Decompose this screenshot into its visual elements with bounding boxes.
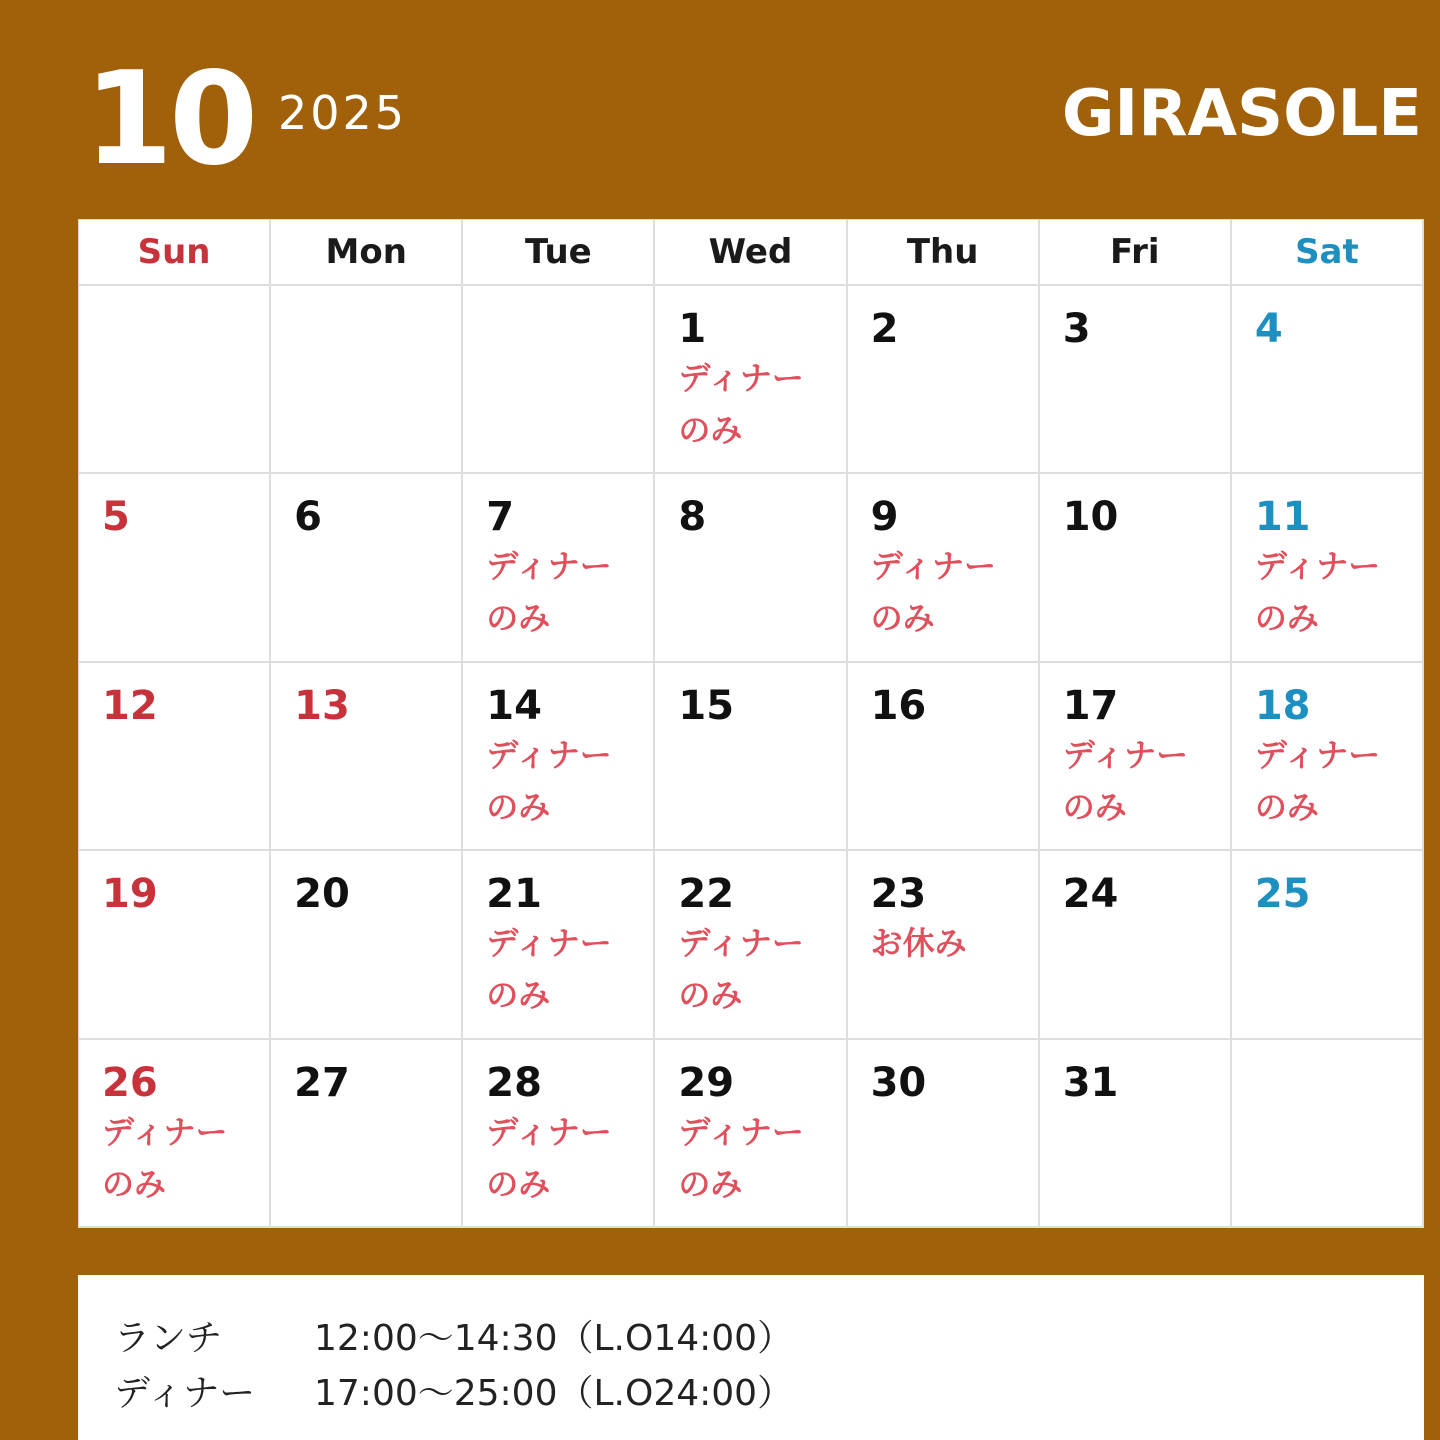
- calendar-day-26: [79, 1040, 271, 1228]
- business-hours-panel: [78, 1275, 1424, 1440]
- day-note: ディナー のみ: [486, 924, 612, 1015]
- weekday-header-mon: Mon: [271, 220, 463, 286]
- calendar-day-22: [655, 851, 847, 1039]
- day-note: ディナー のみ: [678, 924, 804, 1015]
- calendar-empty-cell: [463, 286, 655, 474]
- day-note: ディナー のみ: [870, 547, 997, 638]
- day-number: 23: [870, 871, 927, 918]
- day-number: 14: [486, 682, 542, 729]
- calendar-day-29: [655, 1040, 847, 1228]
- calendar-empty-cell: [1232, 1040, 1424, 1228]
- day-note: ディナー のみ: [102, 1112, 228, 1203]
- day-note: ディナー のみ: [678, 359, 804, 449]
- day-number: 26: [102, 1059, 158, 1106]
- day-note: ディナー のみ: [678, 1112, 804, 1203]
- day-number: 27: [294, 1059, 350, 1106]
- day-number: 21: [486, 871, 542, 918]
- day-note: ディナー のみ: [486, 547, 612, 638]
- calendar-day-4: [1232, 286, 1424, 474]
- day-note: お休み: [870, 924, 967, 963]
- weekday-header-sat: Sat: [1232, 220, 1424, 286]
- day-number: 19: [102, 871, 158, 918]
- calendar-day-25: [1232, 851, 1424, 1039]
- day-note: ディナー のみ: [1254, 735, 1381, 826]
- day-number: 5: [102, 494, 130, 541]
- day-number: 16: [870, 682, 927, 729]
- day-note: ディナー のみ: [486, 1112, 612, 1203]
- calendar-day-1: [655, 286, 847, 474]
- calendar-day-12: [79, 663, 271, 851]
- weekday-header-wed: Wed: [655, 220, 847, 286]
- day-number: 20: [294, 871, 350, 918]
- lunch-label: ランチ: [114, 1318, 223, 1359]
- day-number: 12: [102, 682, 158, 729]
- day-number: 30: [870, 1059, 927, 1106]
- calendar-day-19: [79, 851, 271, 1039]
- day-note: ディナー のみ: [486, 735, 612, 826]
- weekday-header-thu: Thu: [848, 220, 1040, 286]
- day-number: 6: [294, 494, 322, 541]
- calendar-day-20: [271, 851, 463, 1039]
- calendar-day-30: [848, 1040, 1040, 1228]
- day-number: 24: [1062, 871, 1119, 918]
- day-number: 28: [486, 1059, 542, 1106]
- day-number: 10: [1062, 494, 1119, 541]
- calendar-day-31: [1040, 1040, 1232, 1228]
- day-number: 18: [1254, 682, 1311, 729]
- calendar-day-3: [1040, 286, 1232, 474]
- dinner-label: ディナー: [114, 1373, 256, 1414]
- day-number: 2: [870, 306, 899, 352]
- weekday-header-sun: Sun: [79, 220, 271, 286]
- day-number: 9: [870, 494, 899, 541]
- calendar-day-13: [271, 663, 463, 851]
- day-number: 13: [294, 682, 350, 729]
- calendar-day-23: [848, 851, 1040, 1039]
- day-number: 1: [678, 306, 707, 352]
- calendar-day-17: [1040, 663, 1232, 851]
- calendar-day-9: [848, 474, 1040, 662]
- calendar-day-28: [463, 1040, 655, 1228]
- calendar-day-15: [655, 663, 847, 851]
- dinner-hours-row: [114, 1366, 1424, 1421]
- calendar-day-14: [463, 663, 655, 851]
- year-label: 2025: [278, 86, 408, 140]
- calendar-day-10: [1040, 474, 1232, 662]
- calendar-day-7: [463, 474, 655, 662]
- calendar-day-2: [848, 286, 1040, 474]
- calendar-day-24: [1040, 851, 1232, 1039]
- day-number: 11: [1254, 494, 1311, 541]
- calendar-day-27: [271, 1040, 463, 1228]
- calendar-day-11: [1232, 474, 1424, 662]
- day-number: 17: [1062, 682, 1119, 729]
- brand-name: GIRASOLE: [1061, 77, 1422, 151]
- calendar-day-16: [848, 663, 1040, 851]
- day-note: ディナー のみ: [1254, 547, 1381, 638]
- calendar-day-8: [655, 474, 847, 662]
- day-number: 15: [678, 682, 735, 729]
- calendar-day-21: [463, 851, 655, 1039]
- day-number: 31: [1062, 1059, 1119, 1106]
- day-number: 7: [486, 494, 515, 541]
- lunch-time: 12:00〜14:30（L.O14:00）: [314, 1318, 794, 1359]
- day-number: 22: [678, 871, 735, 918]
- lunch-hours-row: [114, 1311, 1424, 1366]
- day-number: 25: [1254, 871, 1311, 918]
- weekday-header-fri: Fri: [1040, 220, 1232, 286]
- weekday-header-tue: Tue: [463, 220, 655, 286]
- calendar-empty-cell: [271, 286, 463, 474]
- day-number: 8: [678, 494, 707, 541]
- day-number: 3: [1062, 306, 1091, 352]
- calendar-day-5: [79, 474, 271, 662]
- calendar-empty-cell: [79, 286, 271, 474]
- calendar-day-18: [1232, 663, 1424, 851]
- dinner-time: 17:00〜25:00（L.O24:00）: [314, 1373, 794, 1414]
- day-note: ディナー のみ: [1062, 735, 1189, 826]
- day-number: 4: [1254, 306, 1283, 352]
- day-number: 29: [678, 1059, 735, 1106]
- month-number: 10: [84, 45, 255, 194]
- calendar-grid: [78, 219, 1424, 1228]
- calendar-day-6: [271, 474, 463, 662]
